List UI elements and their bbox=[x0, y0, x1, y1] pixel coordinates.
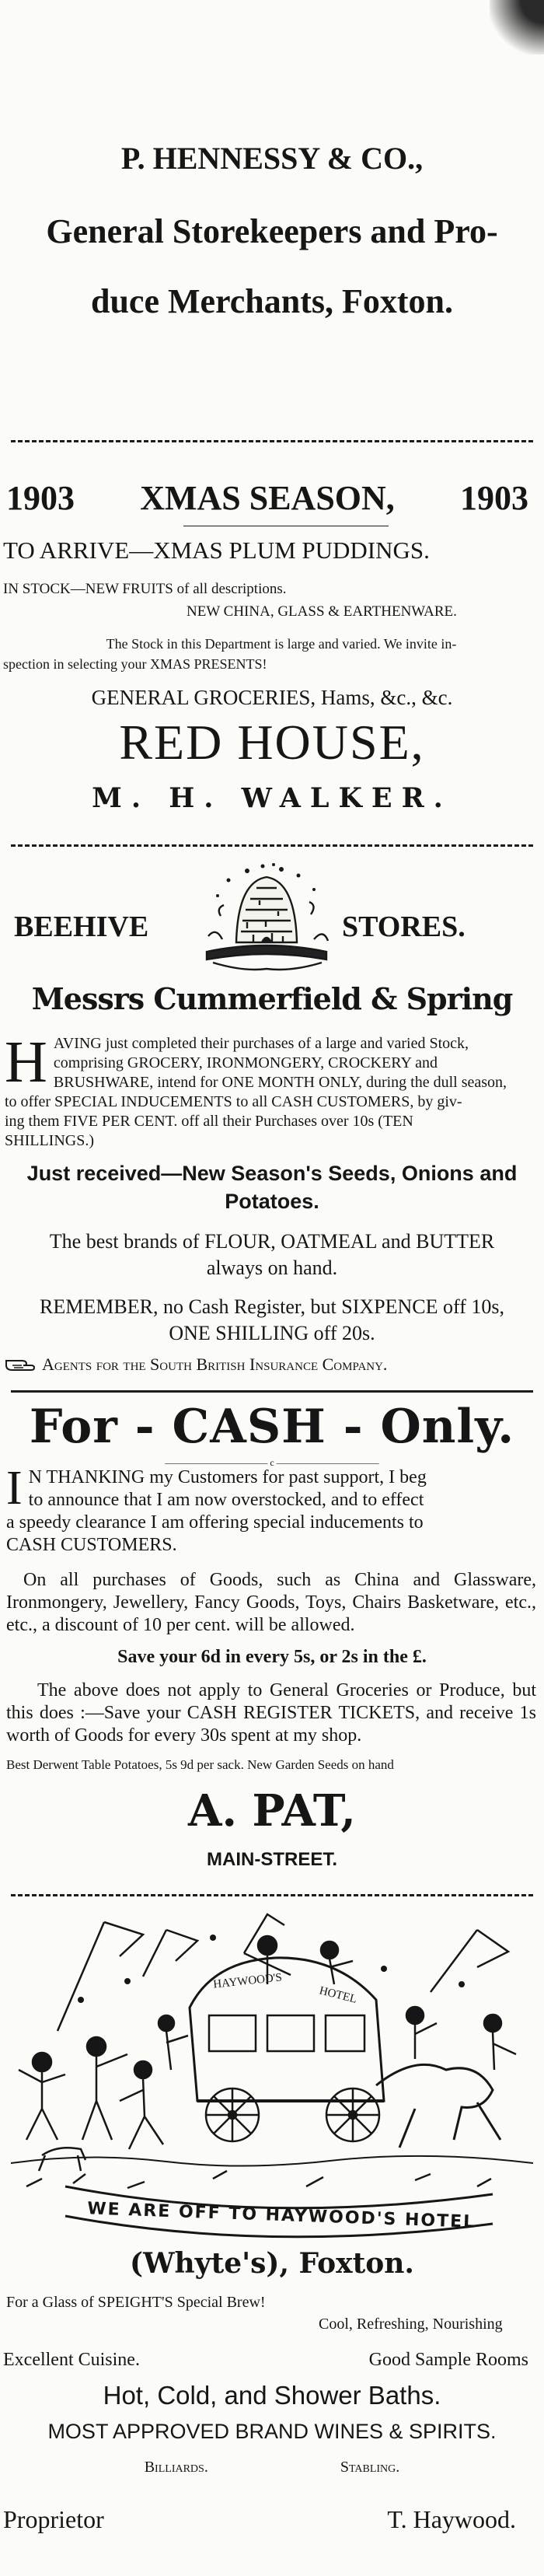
proprietor-name: T. Haywood. bbox=[387, 2505, 516, 2533]
thanks-line: CASH CUSTOMERS. bbox=[6, 1535, 177, 1555]
divider bbox=[11, 1390, 533, 1393]
red-house: RED HOUSE, bbox=[119, 715, 425, 770]
coach-sign-2: HOTEL bbox=[318, 1984, 358, 2006]
stock-line-2: NEW CHINA, GLASS & EARTHENWARE. bbox=[187, 603, 457, 620]
thanks-line: N THANKING my Customers for past support, I beg bbox=[28, 1467, 427, 1487]
cool-line: Cool, Refreshing, Nourishing bbox=[319, 2316, 503, 2333]
para-line: BRUSHWARE, intend for ONE MONTH ONLY, during the dull season, bbox=[53, 1074, 507, 1091]
thanks-line: to announce that I am now overstocked, and to effect bbox=[28, 1490, 424, 1510]
sample-rooms: Good Sample Rooms bbox=[368, 2350, 528, 2370]
groceries-line: GENERAL GROCERIES, Hams, &c., &c. bbox=[91, 686, 453, 709]
pat-ornament: ——————————— c ——————————— bbox=[165, 1457, 379, 1468]
para-line: comprising GROCERY, IRONMONGERY, CROCKERY and bbox=[53, 1054, 438, 1071]
pat-potatoes: Best Derwent Table Potatoes, 5s 9d per sack. New Garden Seeds on hand bbox=[6, 1757, 394, 1772]
divider bbox=[11, 440, 533, 442]
brands-line-1: The best brands of FLOUR, OATMEAL and BUTTER bbox=[49, 1230, 495, 1253]
agents-text: Agents for the South British Insurance Company. bbox=[42, 1354, 388, 1374]
beehive-right: STORES. bbox=[342, 911, 466, 943]
para-line: to offer SPECIAL INDUCEMENTS to all CASH CUSTOMERS, by giv- bbox=[5, 1093, 462, 1110]
pat-purchases: On all purchases of Goods, such as China and Glassware, Ironmongery, Jewellery, Fancy Goods, Toys, Chairs Basketware, etc., etc., a discount of 10 per cent. will be allowed. bbox=[6, 1570, 536, 1635]
proprietor-label: Proprietor bbox=[3, 2505, 104, 2533]
hennessy-title: P. HENNESSY & CO., bbox=[120, 141, 424, 176]
billiards-row bbox=[0, 2459, 544, 2476]
dept-line-1: The Stock in this Department is large and varied. We invite in- bbox=[106, 636, 457, 652]
wines-line: MOST APPROVED BRAND WINES & SPIRITS. bbox=[47, 2420, 497, 2443]
walker: M. H. WALKER. bbox=[92, 782, 452, 814]
beehive-left: BEEHIVE bbox=[14, 911, 149, 943]
drop-cap: I bbox=[6, 1462, 23, 1515]
xmas-heading: XMAS SEASON, bbox=[140, 479, 395, 517]
pat-above: The above does not apply to General Groceries or Produce, but this does :—Save your CASH REGISTER TICKETS, and receive 1s worth of Goods for every 30s spent at my shop. bbox=[6, 1680, 536, 1746]
billiards: Billiards. bbox=[144, 2459, 208, 2476]
year-left: 1903 bbox=[6, 479, 75, 517]
para-line: ing them FIVE PER CENT. off all their Purchases over 10s (TEN bbox=[5, 1113, 413, 1130]
xmas-heading-row bbox=[0, 478, 544, 518]
pat-save: Save your 6d in every 5s, or 2s in the £. bbox=[117, 1647, 427, 1667]
print-smudge bbox=[490, 0, 544, 54]
pat-name: A. PAT, bbox=[188, 1785, 356, 1837]
brands-line-2: always on hand. bbox=[206, 1257, 338, 1279]
remember-line-1: REMEMBER, no Cash Register, but SIXPENCE off 10s, bbox=[40, 1295, 504, 1318]
coach-sign-1: HAYWOOD'S bbox=[212, 1971, 283, 1991]
pat-street: MAIN-STREET. bbox=[207, 1849, 337, 1870]
cuisine: Excellent Cuisine. bbox=[3, 2350, 140, 2370]
pointing-hand-icon bbox=[5, 1356, 36, 1373]
pat-thanks bbox=[0, 1462, 544, 1557]
divider bbox=[11, 844, 533, 847]
stock-line-1: IN STOCK—NEW FRUITS of all descriptions. bbox=[3, 581, 287, 597]
agents-row bbox=[0, 1354, 544, 1375]
pat-headline: For - CASH - Only. bbox=[29, 1400, 515, 1454]
beehive-paragraph bbox=[0, 1029, 544, 1151]
whytes-foxton: (Whyte's), Foxton. bbox=[130, 2247, 414, 2280]
para-line: SHILLINGS.) bbox=[5, 1132, 94, 1149]
cuisine-row bbox=[0, 2350, 544, 2371]
dept-line-2: spection in selecting your XMAS PRESENTS! bbox=[3, 656, 267, 672]
seeds-line-2: Potatoes. bbox=[225, 1190, 319, 1213]
drop-cap: H bbox=[5, 1029, 47, 1095]
baths-line: Hot, Cold, and Shower Baths. bbox=[103, 2381, 441, 2410]
proprietor-row bbox=[0, 2505, 544, 2534]
speights-line: For a Glass of SPEIGHT'S Special Brew! bbox=[6, 2294, 266, 2311]
beehive-names: Messrs Cummerfield & Spring bbox=[31, 981, 513, 1016]
para-line: AVING just completed their purchases of a large and varied Stock, bbox=[53, 1035, 469, 1052]
year-right: 1903 bbox=[460, 479, 528, 517]
arrive-line: TO ARRIVE—XMAS PLUM PUDDINGS. bbox=[3, 537, 430, 564]
hennessy-line-1: General Storekeepers and Pro- bbox=[46, 212, 498, 250]
seeds-line-1: Just received—New Season's Seeds, Onions and bbox=[26, 1162, 518, 1185]
divider bbox=[11, 1894, 533, 1896]
stabling: Stabling. bbox=[340, 2459, 400, 2476]
banner-text: WE ARE OFF TO HAYWOOD'S HOTEL bbox=[86, 2199, 476, 2232]
remember-line-2: ONE SHILLING off 20s. bbox=[169, 1322, 375, 1344]
thanks-line: a speedy clearance I am offering special inducements to bbox=[6, 1512, 424, 1533]
beehive-icon bbox=[197, 862, 336, 978]
hennessy-line-2: duce Merchants, Foxton. bbox=[90, 282, 454, 320]
hotel-coach-illustration bbox=[11, 1907, 533, 2242]
